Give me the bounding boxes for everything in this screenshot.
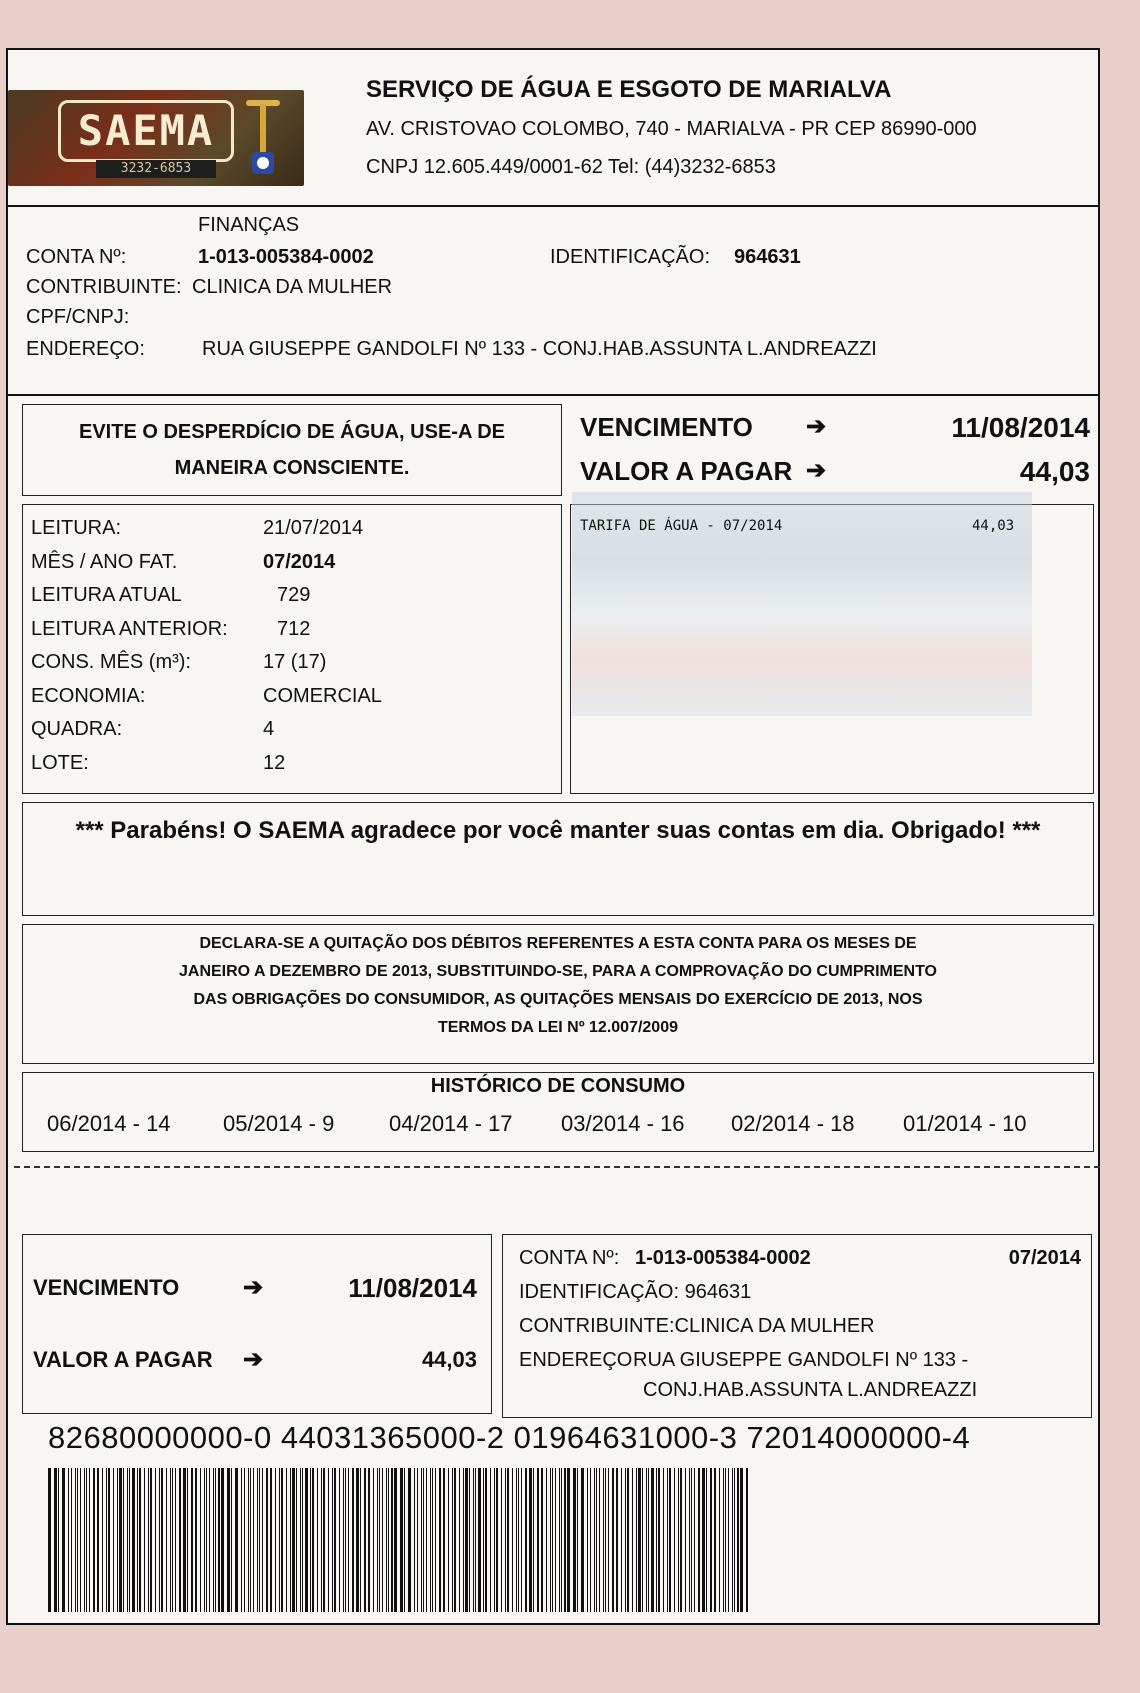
barcode-bar	[339, 1468, 340, 1612]
barcode-bar	[529, 1468, 532, 1612]
tear-line	[14, 1166, 1100, 1168]
barcode-bar	[195, 1468, 197, 1612]
charge-item-value: 44,03	[972, 518, 1015, 534]
barcode-bar	[680, 1468, 682, 1612]
saema-logo	[8, 90, 304, 186]
barcode-bar	[356, 1468, 359, 1612]
barcode-bar	[581, 1468, 584, 1612]
barcode-bar	[80, 1468, 81, 1612]
logo-phone: 3232-6853	[96, 160, 216, 178]
barcode-bar	[102, 1468, 103, 1612]
barcode-bar	[435, 1468, 436, 1612]
barcode-bar	[552, 1468, 553, 1612]
barcode-bar	[691, 1468, 692, 1612]
stub-amount-value: 44,03	[421, 1347, 477, 1372]
barcode-bar	[259, 1468, 260, 1612]
barcode-bar	[443, 1468, 445, 1612]
history-item: 02/2014 - 18	[731, 1111, 855, 1136]
barcode-bar	[698, 1468, 700, 1612]
barcode-digits: 82680000000-0 44031365000-2 01964631000-3 72014000000-4	[48, 1420, 971, 1455]
barcode-bar	[345, 1468, 346, 1612]
stub-info-box	[502, 1234, 1092, 1418]
reading-label: MÊS / ANO FAT.	[31, 550, 178, 573]
barcode-bar	[352, 1468, 354, 1612]
cpf-label: CPF/CNPJ:	[26, 306, 130, 328]
history-item: 06/2014 - 14	[47, 1111, 171, 1136]
history-item: 03/2014 - 16	[561, 1111, 685, 1136]
logo-wordmark: SAEMA	[58, 100, 234, 162]
barcode-bar	[368, 1468, 370, 1612]
stub-due-date: 11/08/2014	[348, 1273, 477, 1303]
barcode-bar	[364, 1468, 366, 1612]
reading-box	[22, 504, 562, 794]
barcode-bar	[281, 1468, 283, 1612]
stub-due-arrow-icon: ➔	[243, 1274, 264, 1301]
history-box	[22, 1072, 1094, 1152]
barcode-bar	[632, 1468, 633, 1612]
barcode-bar	[587, 1468, 588, 1612]
barcode-bar	[231, 1468, 232, 1612]
declaration-line: DAS OBRIGAÇÕES DO CONSUMIDOR, AS QUITAÇÕES MENSAIS DO EXERCÍCIO DE 2013, NOS	[193, 991, 923, 1008]
reading-label: LEITURA ATUAL	[31, 584, 182, 606]
barcode-bar	[117, 1468, 118, 1612]
barcode-bar	[400, 1468, 403, 1612]
barcode-bar	[636, 1468, 637, 1612]
barcode-bar	[191, 1468, 193, 1612]
thanks-box	[22, 802, 1094, 916]
barcode-bar	[137, 1468, 138, 1612]
barcode-bar	[241, 1468, 242, 1612]
barcode-bar	[321, 1468, 322, 1612]
barcode-bar	[305, 1468, 308, 1612]
barcode-bar	[84, 1468, 85, 1612]
reading-label: LEITURA:	[31, 517, 122, 539]
stub-contrib: CONTRIBUINTE:CLINICA DA MULHER	[519, 1315, 875, 1337]
barcode-bar	[108, 1468, 110, 1612]
barcode-bar	[58, 1468, 59, 1612]
reading-label: CONS. MÊS (m³):	[31, 651, 191, 673]
barcode-bar	[577, 1468, 578, 1612]
barcode-bar	[179, 1468, 181, 1612]
barcode-bar	[379, 1468, 380, 1612]
barcode-bar	[248, 1468, 249, 1612]
barcode-bar	[48, 1468, 51, 1612]
contrib-label: CONTRIBUINTE:	[26, 276, 182, 298]
barcode-bar	[332, 1468, 333, 1612]
declaration-line: DECLARA-SE A QUITAÇÃO DOS DÉBITOS REFERENTES A ESTA CONTA PARA OS MESES DE	[199, 935, 917, 952]
stub-conta-value: 1-013-005384-0002	[635, 1247, 811, 1269]
barcode-bar	[490, 1468, 491, 1612]
barcode-bar	[512, 1468, 513, 1612]
barcode-bar	[426, 1468, 427, 1612]
barcode-bar	[603, 1468, 604, 1612]
thanks-message: *** Parabéns! O SAEMA agradece por você manter suas contas em dia. Obrigado! ***	[75, 817, 1041, 844]
barcode-bar	[599, 1468, 600, 1612]
barcode-bar	[728, 1468, 729, 1612]
barcode-bar	[221, 1468, 224, 1612]
barcode-bar	[423, 1468, 424, 1612]
barcode-bar	[408, 1468, 411, 1612]
barcode-bar	[394, 1468, 397, 1612]
barcode-bar	[388, 1468, 389, 1612]
barcode-bar	[150, 1468, 152, 1612]
barcode-bar	[555, 1468, 556, 1612]
barcode-bar	[469, 1468, 470, 1612]
barcode-bar	[266, 1468, 268, 1612]
barcode-bar	[204, 1468, 205, 1612]
barcode-bar	[706, 1468, 707, 1612]
barcode-bar	[391, 1468, 393, 1612]
barcode-bar	[473, 1468, 474, 1612]
barcode-bar	[62, 1468, 65, 1612]
declaration-box	[22, 924, 1094, 1064]
stub-due-label: VENCIMENTO	[33, 1275, 180, 1300]
reading-value: 12	[263, 751, 286, 774]
barcode-bar	[685, 1468, 686, 1612]
barcode-bar	[310, 1468, 311, 1612]
barcode-bar	[459, 1468, 460, 1612]
barcode-bar	[648, 1468, 649, 1612]
barcode-bar	[590, 1468, 591, 1612]
history-title: HISTÓRICO DE CONSUMO	[430, 1075, 686, 1097]
barcode-bar	[483, 1468, 484, 1612]
barcode-bar	[541, 1468, 543, 1612]
barcode-bar	[250, 1468, 251, 1612]
history-item: 04/2014 - 17	[389, 1111, 513, 1136]
barcode-bar	[608, 1468, 609, 1612]
barcode-bar	[658, 1468, 660, 1612]
barcode-bar	[386, 1468, 387, 1612]
barcode-bar	[328, 1468, 329, 1612]
barcode-bar	[257, 1468, 258, 1612]
barcode-bar	[54, 1468, 57, 1612]
notice-line-1: EVITE O DESPERDÍCIO DE ÁGUA, USE-A DE	[79, 421, 505, 443]
barcode-bar	[86, 1468, 87, 1612]
stub-ident: IDENTIFICAÇÃO: 964631	[519, 1281, 752, 1303]
reading-value: 712	[277, 617, 311, 640]
barcode-bar	[667, 1468, 668, 1612]
barcode-bar	[129, 1468, 130, 1612]
reading-label: LEITURA ANTERIOR:	[31, 617, 228, 640]
barcode-bar	[710, 1468, 712, 1612]
barcode-bar	[279, 1468, 280, 1612]
barcode-bar	[113, 1468, 114, 1612]
barcode-bar	[596, 1468, 597, 1612]
barcode-bar	[119, 1468, 122, 1612]
amount-value: 44,03	[1019, 456, 1090, 487]
barcode-bar	[187, 1468, 188, 1612]
stub-amount-arrow-icon: ➔	[243, 1346, 264, 1373]
amount-label: VALOR A PAGAR	[580, 456, 793, 486]
barcode-bar	[148, 1468, 149, 1612]
barcode-bar	[612, 1468, 614, 1612]
barcode-bar	[93, 1468, 95, 1612]
barcode-bar	[638, 1468, 641, 1612]
barcode-bar	[594, 1468, 595, 1612]
barcode-bar	[71, 1468, 72, 1612]
barcode-bar	[404, 1468, 405, 1612]
barcode-bar	[674, 1468, 675, 1612]
barcode-bar	[651, 1468, 654, 1612]
barcode-bar	[678, 1468, 679, 1612]
barcode-bar	[323, 1468, 325, 1612]
barcode-bar	[253, 1468, 254, 1612]
barcode-bar	[627, 1468, 629, 1612]
reading-value: 21/07/2014	[263, 517, 364, 539]
barcode-bar	[417, 1468, 418, 1612]
barcode-bar	[505, 1468, 506, 1612]
barcode-bar	[139, 1468, 141, 1612]
header-divider	[8, 205, 1100, 207]
barcode-bar	[200, 1468, 201, 1612]
barcode-bar	[75, 1468, 76, 1612]
account-divider	[8, 394, 1100, 396]
barcode-bar	[546, 1468, 547, 1612]
barcode-bar	[561, 1468, 562, 1612]
barcode-bar	[478, 1468, 481, 1612]
due-date: 11/08/2014	[951, 412, 1090, 443]
barcode-bar	[382, 1468, 383, 1612]
reading-value: 4	[263, 718, 275, 740]
barcode-bar	[621, 1468, 622, 1612]
barcode-bar	[454, 1468, 456, 1612]
barcode-bar	[215, 1468, 216, 1612]
barcode-bar	[646, 1468, 647, 1612]
barcode-bar	[235, 1468, 238, 1612]
barcode-bar	[127, 1468, 128, 1612]
barcode-bar	[714, 1468, 716, 1612]
barcode-bar	[213, 1468, 214, 1612]
reading-value: 729	[277, 584, 311, 606]
barcode-bar	[723, 1468, 724, 1612]
ident-value: 964631	[734, 246, 801, 268]
barcode-bar	[439, 1468, 441, 1612]
ident-label: IDENTIFICAÇÃO:	[550, 246, 711, 268]
org-address: AV. CRISTOVAO COLOMBO, 740 - MARIALVA - PR CEP 86990-000	[366, 118, 977, 140]
declaration-line: JANEIRO A DEZEMBRO DE 2013, SUBSTITUINDO-SE, PARA A COMPROVAÇÃO DO CUMPRIMENTO	[179, 963, 937, 980]
reading-value: COMERCIAL	[263, 684, 382, 707]
barcode-bar	[525, 1468, 527, 1612]
org-name: SERVIÇO DE ÁGUA E ESGOTO DE MARIALVA	[366, 76, 892, 103]
barcode-bar	[373, 1468, 374, 1612]
barcode-bar	[537, 1468, 539, 1612]
reading-value: 07/2014	[263, 550, 336, 573]
reading-label: QUADRA:	[31, 718, 123, 740]
barcode-bar	[170, 1468, 171, 1612]
reading-value: 17 (17)	[263, 651, 327, 673]
barcode-bar	[564, 1468, 566, 1612]
valve-icon	[240, 96, 286, 180]
barcode-bar	[533, 1468, 534, 1612]
barcode-bar	[292, 1468, 295, 1612]
reading-label: LOTE:	[31, 751, 89, 774]
barcode-bar	[642, 1468, 643, 1612]
barcode-bar	[702, 1468, 705, 1612]
barcode-bar	[377, 1468, 378, 1612]
history-item: 01/2014 - 10	[903, 1111, 1027, 1136]
due-arrow-icon: ➔	[806, 413, 827, 440]
barcode-bar	[175, 1468, 176, 1612]
stub-address-line-1: RUA GIUSEPPE GANDOLFI Nº 133 -	[633, 1349, 969, 1371]
barcode-bar	[270, 1468, 272, 1612]
barcode-bar	[496, 1468, 498, 1612]
barcode-bar	[567, 1468, 570, 1612]
barcode-bar	[550, 1468, 551, 1612]
barcode-bar	[725, 1468, 726, 1612]
barcode-bar	[663, 1468, 664, 1612]
reading-label: ECONOMIA:	[31, 684, 146, 707]
barcode-bar	[155, 1468, 156, 1612]
barcode-bar	[516, 1468, 517, 1612]
conta-value: 1-013-005384-0002	[198, 246, 374, 268]
barcode-bar	[465, 1468, 468, 1612]
barcode-bar	[244, 1468, 245, 1612]
history-item: 05/2014 - 9	[223, 1111, 335, 1136]
barcode-bar	[669, 1468, 671, 1612]
barcode-bar	[732, 1468, 733, 1612]
barcode-bar	[89, 1468, 90, 1612]
barcode-bar	[719, 1468, 720, 1612]
barcode-bar	[518, 1468, 519, 1612]
barcode	[48, 1468, 748, 1612]
barcode-bar	[290, 1468, 291, 1612]
barcode-bar	[132, 1468, 135, 1612]
stub-month: 07/2014	[1008, 1247, 1081, 1269]
stub-address-line-2: CONJ.HAB.ASSUNTA L.ANDREAZZI	[643, 1379, 978, 1401]
barcode-bar	[452, 1468, 453, 1612]
conta-label: CONTA Nº:	[26, 246, 127, 268]
barcode-bar	[262, 1468, 263, 1612]
barcode-bar	[421, 1468, 422, 1612]
barcode-bar	[286, 1468, 287, 1612]
barcode-bar	[430, 1468, 431, 1612]
barcode-bar	[734, 1468, 735, 1612]
barcode-bar	[97, 1468, 99, 1612]
barcode-bar	[77, 1468, 78, 1612]
due-label: VENCIMENTO	[580, 412, 753, 442]
barcode-bar	[144, 1468, 145, 1612]
barcode-bar	[740, 1468, 743, 1612]
barcode-bar	[625, 1468, 626, 1612]
barcode-bar	[656, 1468, 657, 1612]
barcode-bar	[275, 1468, 276, 1612]
endereco-value: RUA GIUSEPPE GANDOLFI Nº 133 - CONJ.HAB.ASSUNTA L.ANDREAZZI	[202, 338, 877, 360]
barcode-bar	[161, 1468, 163, 1612]
barcode-bar	[343, 1468, 344, 1612]
barcode-bar	[432, 1468, 433, 1612]
barcode-bar	[501, 1468, 502, 1612]
barcode-bar	[183, 1468, 186, 1612]
barcode-bar	[485, 1468, 487, 1612]
barcode-bar	[166, 1468, 167, 1612]
barcode-bar	[312, 1468, 314, 1612]
barcode-bar	[206, 1468, 207, 1612]
barcode-bar	[334, 1468, 336, 1612]
contrib-value: CLINICA DA MULHER	[192, 276, 393, 298]
barcode-bar	[227, 1468, 230, 1612]
declaration-line: TERMOS DA LEI Nº 12.007/2009	[437, 1019, 678, 1036]
barcode-bar	[360, 1468, 361, 1612]
charge-item-label: TARIFA DE ÁGUA - 07/2014	[580, 518, 783, 534]
category-label: FINANÇAS	[198, 214, 300, 236]
barcode-bar	[172, 1468, 173, 1612]
stub-due-box	[22, 1234, 492, 1414]
barcode-bar	[737, 1468, 739, 1612]
barcode-bar	[521, 1468, 522, 1612]
org-cnpj-phone: CNPJ 12.605.449/0001-62 Tel: (44)3232-6853	[366, 156, 776, 178]
stub-conta-label: CONTA Nº:	[519, 1247, 620, 1269]
barcode-bar	[159, 1468, 160, 1612]
barcode-bar	[414, 1468, 415, 1612]
barcode-bar	[494, 1468, 495, 1612]
barcode-bar	[317, 1468, 318, 1612]
stub-address-label: ENDEREÇO	[519, 1349, 633, 1371]
barcode-bar	[296, 1468, 297, 1612]
barcode-bar	[302, 1468, 303, 1612]
barcode-bar	[507, 1468, 509, 1612]
barcode-bar	[123, 1468, 124, 1612]
barcode-bar	[463, 1468, 464, 1612]
barcode-bar	[106, 1468, 107, 1612]
barcode-bar	[559, 1468, 560, 1612]
barcode-bar	[218, 1468, 220, 1612]
barcode-bar	[300, 1468, 301, 1612]
barcode-bar	[68, 1468, 69, 1612]
barcode-bar	[694, 1468, 695, 1612]
barcode-bar	[605, 1468, 606, 1612]
endereco-label: ENDEREÇO:	[26, 338, 145, 360]
notice-box	[22, 404, 562, 496]
barcode-bar	[348, 1468, 349, 1612]
stub-amount-label: VALOR A PAGAR	[33, 1347, 213, 1372]
amount-arrow-icon: ➔	[806, 457, 827, 484]
barcode-bar	[746, 1468, 748, 1612]
barcode-bar	[573, 1468, 576, 1612]
barcode-bar	[616, 1468, 618, 1612]
notice-line-2: MANEIRA CONSCIENTE.	[174, 457, 410, 479]
barcode-bar	[689, 1468, 690, 1612]
barcode-bar	[448, 1468, 449, 1612]
barcode-bar	[475, 1468, 476, 1612]
barcode-bar	[209, 1468, 210, 1612]
